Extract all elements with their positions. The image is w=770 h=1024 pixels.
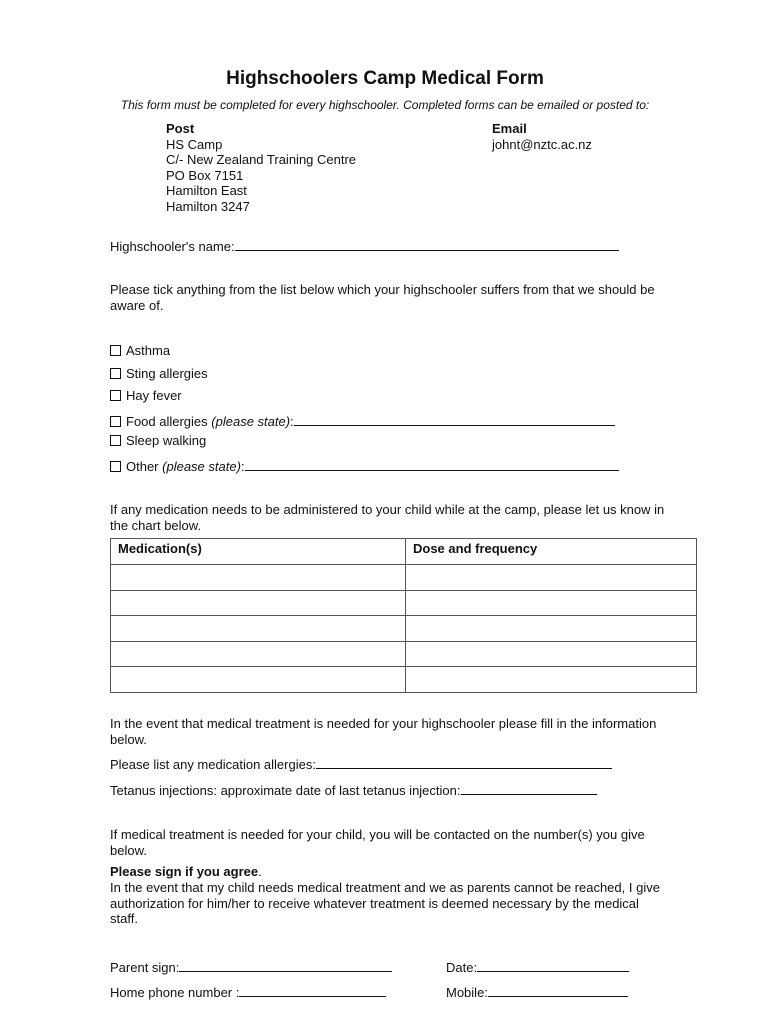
medication-cell[interactable] bbox=[111, 565, 406, 591]
dose-cell[interactable] bbox=[406, 641, 697, 667]
agree-heading: Please sign if you agree. bbox=[110, 864, 262, 879]
parent-sign-field[interactable] bbox=[179, 957, 392, 972]
condition-hay-fever[interactable] bbox=[110, 388, 182, 403]
tetanus-field[interactable] bbox=[461, 780, 597, 795]
date-label: Date: bbox=[446, 960, 478, 975]
tetanus-row bbox=[110, 780, 597, 798]
name-label: Highschooler's name: bbox=[110, 239, 235, 254]
condition-note: (please state) bbox=[211, 414, 291, 429]
parent-sign-label: Parent sign: bbox=[110, 960, 180, 975]
home-phone-row bbox=[110, 982, 386, 1000]
name-row bbox=[110, 236, 619, 254]
table-row bbox=[111, 616, 697, 642]
agree-text: In the event that my child needs medical treatment and we as parents cannot be reached, I give authorization for him/her to receive whatever treatment is deemed necessary by the medical staff. bbox=[110, 880, 660, 927]
date-row bbox=[446, 957, 629, 975]
form-subtitle: This form must be completed for every highschooler. Completed forms can be emailed or posted to: bbox=[120, 98, 650, 112]
mobile-label: Mobile: bbox=[446, 985, 488, 1000]
home-phone-field[interactable] bbox=[239, 982, 386, 997]
post-heading: Post bbox=[166, 121, 195, 136]
table-row bbox=[111, 641, 697, 667]
post-line: C/- New Zealand Training Centre bbox=[166, 152, 357, 168]
table-header: Medication(s) bbox=[111, 539, 406, 565]
dose-cell[interactable] bbox=[406, 667, 697, 693]
treatment-intro: In the event that medical treatment is needed for your highschooler please fill in the information below. bbox=[110, 716, 657, 747]
condition-sleep-walking[interactable] bbox=[110, 433, 206, 448]
allergies-field[interactable] bbox=[316, 754, 612, 769]
table-row bbox=[111, 667, 697, 693]
post-line: PO Box 7151 bbox=[166, 167, 244, 183]
condition-label: Other bbox=[126, 459, 159, 474]
food-allergies-field[interactable] bbox=[294, 411, 615, 426]
name-field[interactable] bbox=[235, 236, 619, 251]
medication-table bbox=[110, 538, 697, 693]
dose-cell[interactable] bbox=[406, 590, 697, 616]
condition-label: Sting allergies bbox=[126, 366, 208, 381]
checkbox[interactable] bbox=[110, 345, 121, 356]
condition-food-allergies[interactable]: Food allergies (please state): bbox=[110, 411, 615, 429]
allergies-label: Please list any medication allergies: bbox=[110, 757, 316, 772]
home-phone-label: Home phone number : bbox=[110, 985, 240, 1000]
medication-cell[interactable] bbox=[111, 667, 406, 693]
mobile-field[interactable] bbox=[488, 982, 628, 997]
other-field[interactable] bbox=[245, 456, 619, 471]
form-title: Highschoolers Camp Medical Form bbox=[226, 68, 544, 89]
mobile-row bbox=[446, 982, 628, 1000]
condition-other[interactable]: Other (please state): bbox=[110, 456, 619, 474]
condition-label: Food allergies bbox=[126, 414, 208, 429]
checkbox[interactable] bbox=[110, 390, 121, 401]
email-heading: Email bbox=[492, 121, 527, 136]
medication-cell[interactable] bbox=[111, 590, 406, 616]
condition-label: Sleep walking bbox=[126, 433, 207, 448]
parent-sign-row bbox=[110, 957, 392, 975]
condition-note: (please state) bbox=[162, 459, 241, 474]
post-line: Hamilton 3247 bbox=[166, 198, 250, 214]
tick-intro: Please tick anything from the list below which your highschooler suffers from that we should be aware of. bbox=[110, 282, 655, 313]
post-address-block bbox=[166, 121, 356, 215]
tetanus-label: Tetanus injections: approximate date of last tetanus injection: bbox=[110, 783, 461, 798]
email-address: johnt@nztc.ac.nz bbox=[492, 136, 592, 152]
medication-cell[interactable] bbox=[111, 616, 406, 642]
checkbox[interactable] bbox=[110, 461, 121, 472]
table-row bbox=[111, 565, 697, 591]
checkbox[interactable] bbox=[110, 435, 121, 446]
dose-cell[interactable] bbox=[406, 565, 697, 591]
table-row bbox=[111, 590, 697, 616]
allergies-row bbox=[110, 754, 612, 772]
dose-cell[interactable] bbox=[406, 616, 697, 642]
condition-label: Asthma bbox=[126, 343, 171, 358]
contact-text: If medical treatment is needed for your child, you will be contacted on the number(s) you give below. bbox=[110, 827, 645, 858]
table-header: Dose and frequency bbox=[406, 539, 697, 565]
checkbox[interactable] bbox=[110, 416, 121, 427]
condition-asthma[interactable] bbox=[110, 343, 170, 358]
condition-sting-allergies[interactable] bbox=[110, 366, 208, 381]
condition-label: Hay fever bbox=[126, 388, 182, 403]
post-line: Hamilton East bbox=[166, 183, 247, 199]
date-field[interactable] bbox=[477, 957, 629, 972]
email-block bbox=[492, 121, 592, 152]
post-line: HS Camp bbox=[166, 136, 223, 152]
checkbox[interactable] bbox=[110, 368, 121, 379]
medication-cell[interactable] bbox=[111, 641, 406, 667]
medication-intro: If any medication needs to be administered to your child while at the camp, please let us know in the chart below. bbox=[110, 502, 665, 533]
